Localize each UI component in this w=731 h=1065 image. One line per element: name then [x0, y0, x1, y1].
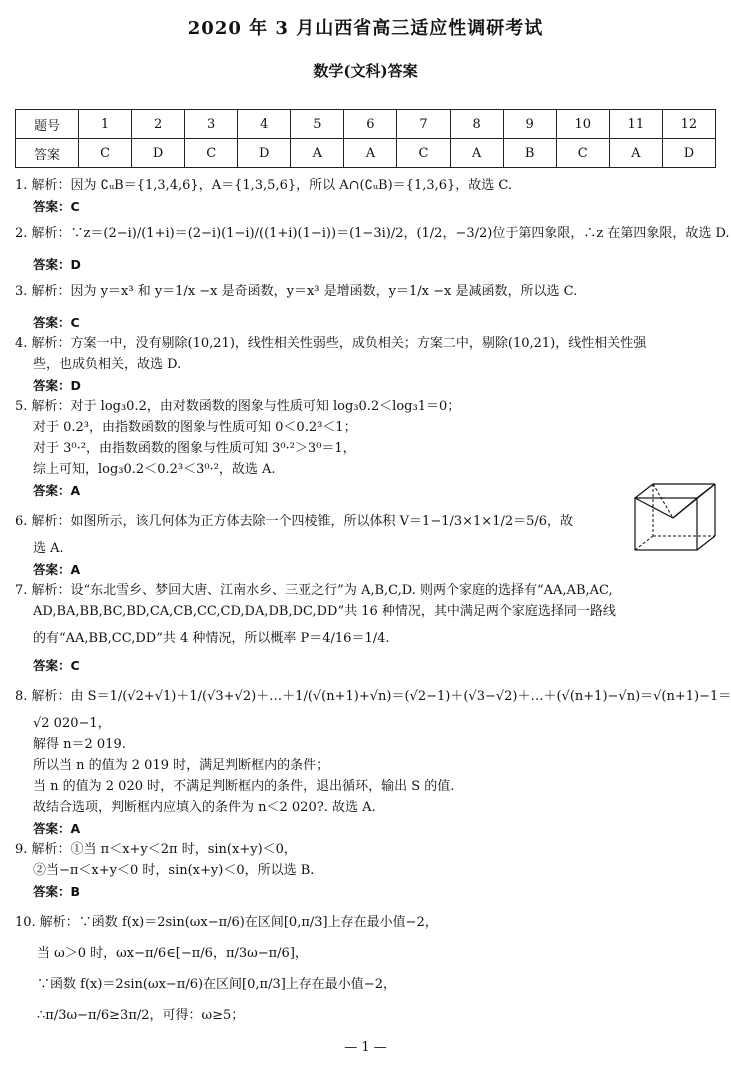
question-number-cell: 3	[185, 110, 238, 139]
solution-line: ∵函数 f(x)＝2sin(ωx−π/6)在区间[0,π/3]上存在最小值−2，	[37, 977, 396, 992]
answer-label: 答案：C	[33, 315, 80, 330]
answer-label: 答案：A	[33, 483, 81, 498]
solution-line: 7. 解析：设“东北雪乡、梦回大唐、江南水乡、三亚之行”为 A,B,C,D. 则两个家庭的选择有“AA,AB,AC,	[15, 583, 613, 598]
solution-q2	[15, 223, 730, 275]
answer-label: 答案：A	[33, 821, 81, 836]
page-subtitle: 数学(文科)答案	[313, 62, 418, 80]
page-title: 2020 年 3 月山西省高三适应性调研考试	[187, 18, 544, 39]
question-number-cell: 2	[132, 110, 185, 139]
solution-q8	[15, 686, 731, 839]
question-number-cell: 9	[503, 110, 556, 139]
answer-cell: A	[450, 139, 503, 168]
solution-q9	[15, 839, 718, 902]
solution-q10	[15, 912, 718, 1026]
solution-line: ②当−π＜x+y＜0 时，sin(x+y)＜0，所以选 B.	[33, 863, 315, 878]
solution-line: 10. 解析：∵函数 f(x)＝2sin(ωx−π/6)在区间[0,π/3]上存在最小值−2，	[15, 915, 438, 930]
solution-q1	[15, 175, 718, 217]
answer-cell: C	[397, 139, 450, 168]
question-number-cell: 11	[609, 110, 662, 139]
question-number-cell: 6	[344, 110, 397, 139]
answer-cell: A	[609, 139, 662, 168]
cube-edge	[635, 484, 653, 498]
row-label-answer: 答案	[16, 139, 79, 168]
question-number-row	[16, 110, 716, 139]
answer-label: 答案：D	[33, 378, 81, 393]
solution-line: 解得 n＝2 019.	[33, 737, 126, 752]
cube-edge	[697, 536, 715, 550]
hidden-edge	[635, 536, 653, 550]
answer-cell: C	[556, 139, 609, 168]
solution-q3	[15, 281, 718, 333]
answer-table	[15, 109, 716, 168]
solution-q5	[15, 396, 718, 501]
question-number-cell: 12	[662, 110, 715, 139]
solution-line: √2 020−1，	[33, 716, 111, 731]
answer-label: 答案：C	[33, 199, 80, 214]
solution-line: 8. 解析：由 S＝1/(√2+√1)＋1/(√3+√2)＋…＋1/(√(n+1)+√n)＝(√2−1)＋(√3−√2)＋…＋(√(n+1)−√n)＝√(n+1)−1＝	[15, 689, 731, 704]
solution-line: 对于 0.2³，由指数函数的图象与性质可知 0＜0.2³＜1；	[33, 420, 357, 435]
solution-line: 当 n 的值为 2 020 时，不满足判断框内的条件，退出循环，输出 S 的值.	[33, 779, 455, 794]
solution-line: 所以当 n 的值为 2 019 时，满足判断框内的条件；	[33, 758, 330, 773]
solution-q6	[15, 511, 718, 580]
solution-line: 的有“AA,BB,CC,DD”共 4 种情况，所以概率 P＝4/16＝1/4.	[33, 631, 390, 646]
solution-line: 故结合选项，判断框内应填入的条件为 n＜2 020?. 故选 A.	[33, 800, 376, 815]
solution-line: ∴π/3ω−π/6≥3π/2，可得：ω≥5；	[37, 1008, 245, 1023]
solution-line: 选 A.	[33, 541, 64, 556]
page-number: — 1 —	[344, 1040, 387, 1055]
solution-line: 综上可知，log₃0.2＜0.2³＜3⁰·²，故选 A.	[33, 462, 276, 477]
pyramid-edge	[673, 484, 715, 518]
answer-label: 答案：C	[33, 658, 80, 673]
answer-cell: D	[132, 139, 185, 168]
solution-line: 4. 解析：方案一中，没有剔除(10,21)，线性相关性弱些，成负相关；方案二中，剔除(10,21)，线性相关性强	[15, 336, 647, 351]
answer-cell: A	[344, 139, 397, 168]
solution-line: 5. 解析：对于 log₃0.2，由对数函数的图象与性质可知 log₃0.2＜log₃1＝0；	[15, 399, 461, 414]
answer-cell: D	[238, 139, 291, 168]
solution-line: 些，也成负相关，故选 D.	[33, 357, 182, 372]
cube-figure	[633, 482, 717, 552]
answer-cell: D	[662, 139, 715, 168]
solution-line: 9. 解析：①当 π＜x+y＜2π 时，sin(x+y)＜0，	[15, 842, 297, 857]
solution-line: 3. 解析：因为 y＝x³ 和 y＝1/x −x 是奇函数，y＝x³ 是增函数，y＝1/x −x 是减函数，所以选 C.	[15, 284, 578, 299]
row-label-number: 题号	[16, 110, 79, 139]
question-number-cell: 5	[291, 110, 344, 139]
answer-label: 答案：B	[33, 884, 81, 899]
question-number-cell: 7	[397, 110, 450, 139]
question-number-cell: 10	[556, 110, 609, 139]
question-number-cell: 4	[238, 110, 291, 139]
solution-q7	[15, 580, 718, 676]
solution-line: 2. 解析：∵z＝(2−i)/(1+i)＝(2−i)(1−i)/((1+i)(1−i))＝(1−3i)/2，(1/2，−3/2)位于第四象限，∴z 在第四象限，故选 D.	[15, 226, 730, 241]
solution-line: 1. 解析：因为 ∁ᵤB＝{1,3,4,6}，A＝{1,3,5,6}，所以 A∩(∁ᵤB)＝{1,3,6}，故选 C.	[15, 178, 513, 193]
solution-q4	[15, 333, 718, 396]
answer-cell: C	[185, 139, 238, 168]
solution-line: 6. 解析：如图所示，该几何体为正方体去除一个四棱锥，所以体积 V＝1−1/3×1×1/2＝5/6，故	[15, 514, 574, 529]
answer-cell: B	[503, 139, 556, 168]
solution-line: 对于 3⁰·²，由指数函数的图象与性质可知 3⁰·²＞3⁰＝1，	[33, 441, 356, 456]
question-number-cell: 8	[450, 110, 503, 139]
solution-line: 当 ω＞0 时，ωx−π/6∈[−π/6，π/3ω−π/6]，	[37, 946, 308, 961]
answer-cell: C	[79, 139, 132, 168]
answer-label: 答案：D	[33, 257, 81, 272]
solutions	[15, 175, 731, 1026]
answer-label: 答案：A	[33, 562, 81, 577]
answer-row	[16, 139, 716, 168]
question-number-cell: 1	[79, 110, 132, 139]
solution-line: AD,BA,BB,BC,BD,CA,CB,CC,CD,DA,DB,DC,DD”共 16 种情况，其中满足两个家庭选择同一路线	[33, 604, 616, 619]
answer-cell: A	[291, 139, 344, 168]
